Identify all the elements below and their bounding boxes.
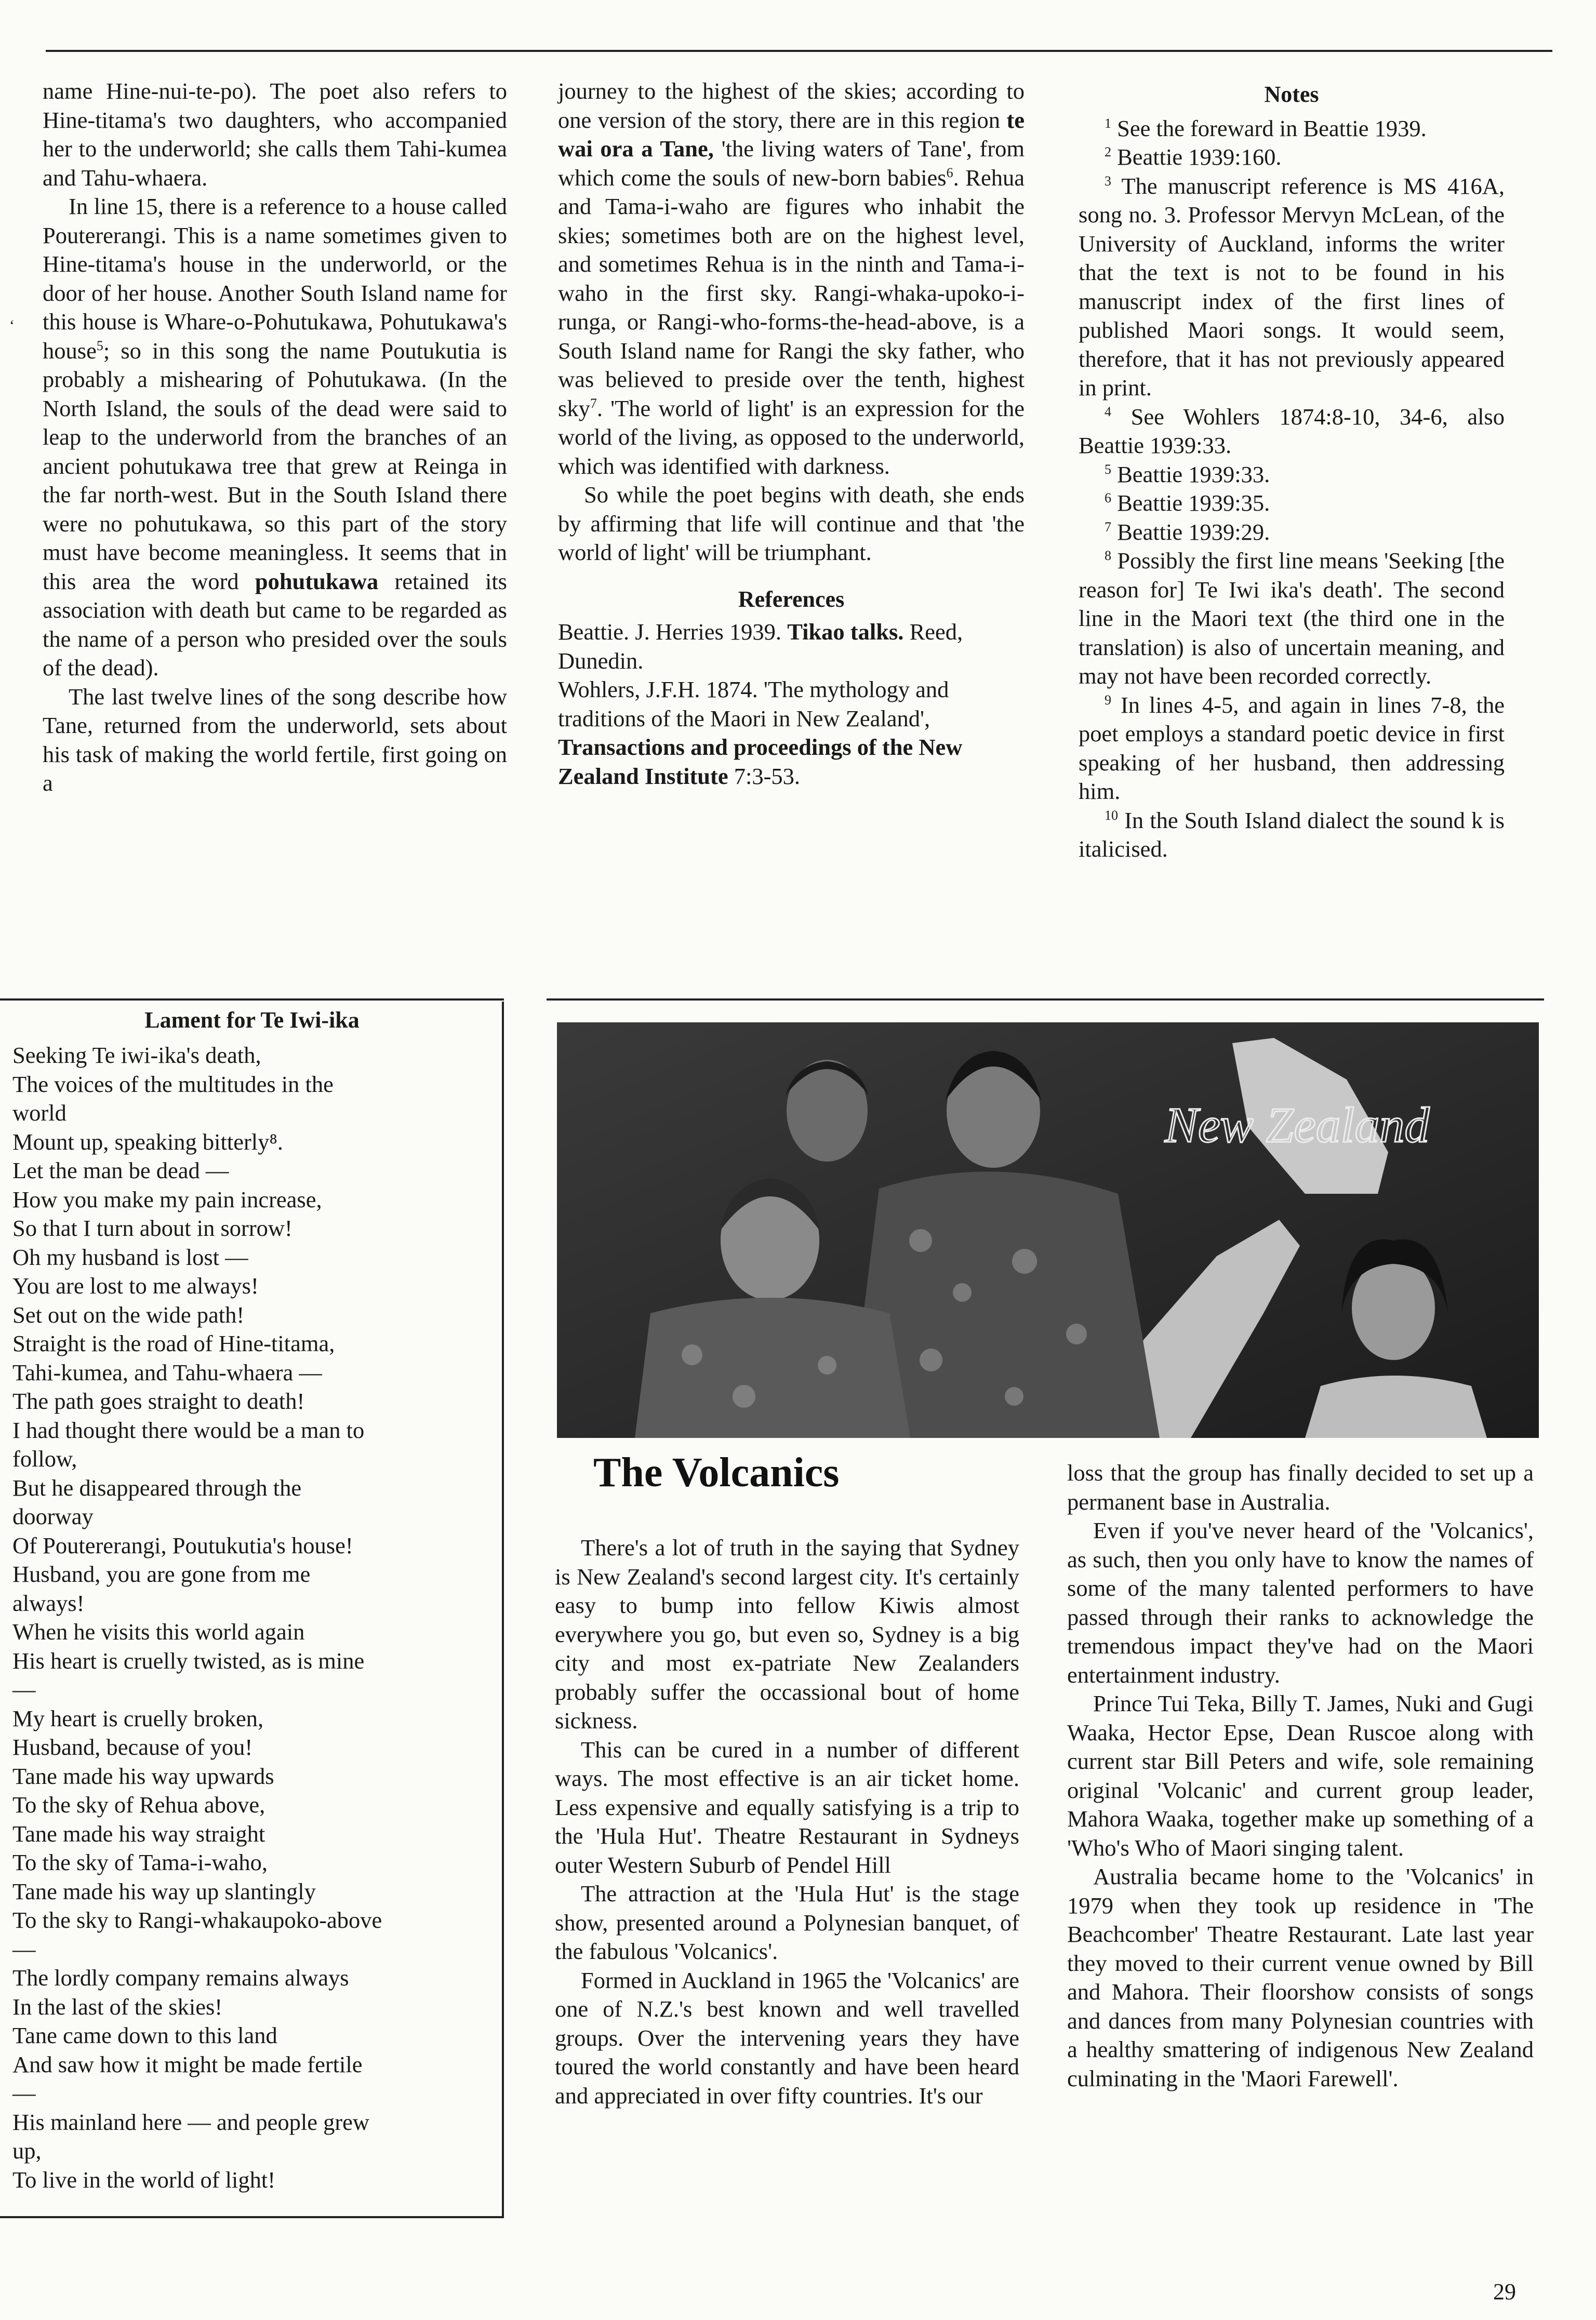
note-number: 1 (1105, 115, 1111, 131)
poem-line: His mainland here — and people grew (12, 2109, 370, 2135)
note-item (1079, 806, 1505, 864)
poem-line: Straight is the road of Hine-titama, (12, 1330, 335, 1356)
note-number: 5 (1105, 461, 1111, 477)
map-label: New Zealand (1165, 1097, 1430, 1153)
notes-list (1079, 114, 1505, 864)
poem-line: Oh my husband is lost — (12, 1244, 248, 1270)
note-item (1079, 518, 1505, 547)
note-number: 3 (1105, 173, 1111, 189)
poem-line: always! (12, 1590, 85, 1616)
article-paragraph: Even if you've never heard of the 'Volcanics', as such, then you only have to know the names of some of the many talented performers to have passed through their ranks to acknowledge the tremendous impact they've had on the Maori entertainment industry. (1067, 1517, 1534, 1688)
note-number: 6 (1105, 490, 1111, 506)
col2-paragraph-2: So while the poet begins with death, she ends by affirming that life will continue and that 'the world of light' will be triumphant. (558, 482, 1025, 565)
note-text: Beattie 1939:29. (1117, 518, 1270, 545)
poem-line: — (12, 1936, 36, 1962)
person-3-shirt (635, 1298, 910, 1438)
notes-column (1079, 80, 1505, 864)
poem-line: Set out on the wide path! (12, 1301, 245, 1328)
note-number: 2 (1105, 144, 1111, 160)
article-column-2 (1067, 1459, 1534, 2093)
poem-line: Tane made his way straight (12, 1820, 265, 1847)
note-number: 4 (1105, 404, 1111, 419)
note-text: See the foreward in Beattie 1939. (1117, 115, 1427, 141)
poem-line: The path goes straight to death! (12, 1388, 305, 1414)
col1-paragraph-2: In line 15, there is a reference to a house called Poutererangi. This is a name sometimes given to Hine-titama's house in the underworld, or the door of her house. Another South Island name for this house is Whare-o-Pohutukawa, Pohutukawa's house$^5$; so in this song the name Poutukutia is probably a mishearing of Pohutukawa. (In the North Island, the souls of the dead were said to leap to the underworld from the branches of an ancient pohutukawa tree that grew at Reinga in the far north-west. But in the South Island there were no pohutukawa, so this part of the story must have become meaningless. It seems that in this area the word pohutukawa retained its association with death but came to be regarded as the name of a person who presided over the souls of the dead). (43, 193, 507, 681)
poem-line: world (12, 1100, 66, 1126)
poem-line: But he disappeared through the (12, 1474, 302, 1501)
col1-paragraph-1: name Hine-nui-te-po). The poet also refers to Hine-titama's two daughters, who accompanied her to the underworld; she calls them Tahi-kumea and Tahu-whaera. (43, 78, 507, 191)
poem-line: To the sky of Tama-i-waho, (12, 1849, 268, 1875)
poem-lines (12, 1041, 490, 2194)
poem-line: up, (12, 2138, 42, 2164)
poem-line: So that I turn about in sorrow! (12, 1215, 292, 1241)
column-2 (558, 77, 1025, 791)
poem-line: — (12, 2080, 36, 2106)
poem-line: — (12, 1676, 36, 1702)
person-4-lei (1305, 1376, 1487, 1438)
poem-line: In the last of the skies! (12, 1993, 223, 2020)
article-paragraph: Prince Tui Teka, Billy T. James, Nuki and Gugi Waaka, Hector Epse, Dean Ruscoe along with current star Bill Peters and wife, sole remaining original 'Volcanic' and current group leader, Mahora Waaka, together make up something of a 'Who's Who of Maori singing talent. (1067, 1690, 1534, 1861)
poem-line: Of Poutererangi, Poutukutia's house! (12, 1532, 353, 1558)
poem-line: You are lost to me always! (12, 1273, 259, 1299)
note-item (1079, 172, 1505, 403)
band-photo-illustration (557, 1022, 1539, 1438)
col1-paragraph-3: The last twelve lines of the song describe how Tane, returned from the underworld, sets about his task of making the world fertile, first going on a (43, 683, 507, 796)
article-paragraph: Australia became home to the 'Volcanics' in 1979 when they took up residence in 'The Beachcomber' Theatre Restaurant. Late last year they moved to their current venue owned by Bill and Mahora. Their floorshow consists of songs and dances from many Polynesian countries with a healthy smattering of indigenous New Zealand culminating in the 'Maori Farewell'. (1067, 1863, 1534, 2091)
column-1 (43, 77, 507, 798)
poem-line: And saw how it might be made fertile (12, 2051, 363, 2077)
poem-line: The voices of the multitudes in the (12, 1071, 334, 1097)
note-item (1079, 460, 1505, 489)
note-item (1079, 546, 1505, 691)
reference-beattie: Beattie. J. Herries 1939. Tikao talks. Reed, Dunedin. (558, 619, 963, 674)
poem-line: Husband, you are gone from me (12, 1561, 311, 1587)
note-text: In the South Island dialect the sound k is italicised. (1079, 807, 1505, 862)
poem-line: Tane made his way up slantingly (12, 1878, 316, 1904)
poem-line: doorway (12, 1503, 94, 1529)
article-paragraph: This can be cured in a number of different ways. The most effective is an air ticket home. Less expensive and equally satisfying is a trip to the 'Hula Hut'. Theatre Restaurant in Sydneys outer Western Suburb of Pendel Hill (555, 1736, 1019, 1878)
poem-line: Tane made his way upwards (12, 1763, 274, 1789)
reference-wohlers: Wohlers, J.F.H. 1874. 'The mythology and traditions of the Maori in New Zealand', Transactions and proceedings of the New Zealand Institute 7:3-53. (558, 676, 963, 789)
poem-line: Seeking Te iwi-ika's death, (12, 1042, 261, 1068)
band-photo (557, 1022, 1539, 1438)
note-number: 9 (1105, 692, 1111, 708)
col2-paragraph-1: journey to the highest of the skies; according to one version of the story, there are in this region te wai ora a Tane, 'the living waters of Tane', from which come the souls of new-born babies$^6$. Rehua and Tama-i-waho are figures who inhabit the skies; sometimes both are on the highest level, and sometimes Rehua is in the ninth and Tama-i-waho in the first sky. Rangi-whaka-upoko-i-runga, or Rangi-who-forms-the-head-above, is a South Island name for Rangi the sky father, who was believed to preside over the tenth, highest sky$^7$. 'The world of light' is an expression for the world of the living, as opposed to the underworld, which was identified with darkness. (558, 78, 1025, 479)
poem-line: To the sky to Rangi-whakaupoko-above (12, 1907, 382, 1933)
references-heading: References (738, 586, 845, 612)
poem-title: Lament for Te Iwi-ika (144, 1007, 360, 1033)
margin-mark: ‘ (9, 317, 15, 334)
article-paragraph: Formed in Auckland in 1965 the 'Volcanics' are one of N.Z.'s best known and well travelled groups. Over the intervening years they have toured the world constantly and have been heard and appreciated in over fifty countries. It's our (555, 1967, 1019, 2109)
poem-line: Let the man be dead — (12, 1157, 229, 1183)
middle-rule-right (547, 998, 1544, 1001)
note-text: See Wohlers 1874:8-10, 34-6, also Beattie 1939:33. (1079, 403, 1505, 458)
article-column-1 (555, 1534, 1019, 2110)
note-number: 10 (1105, 807, 1118, 823)
poem-line: When he visits this world again (12, 1619, 305, 1645)
note-text: The manuscript reference is MS 416A, song no. 3. Professor Mervyn McLean, of the University of Auckland, informs the writer that the text is not to be found in his manuscript index of the first lines of published Maori songs. It would seem, therefore, that it has not previously appeared in print. (1079, 172, 1505, 401)
poem-line: To the sky of Rehua above, (12, 1792, 265, 1818)
middle-rule-left (0, 998, 504, 1001)
poem-line: Mount up, speaking bitterly⁸. (12, 1128, 284, 1155)
article-headline: The Volcanics (593, 1450, 840, 1496)
note-text: In lines 4-5, and again in lines 7-8, the poet employs a standard poetic device in first speaking of her husband, then addressing him. (1079, 691, 1505, 804)
poem-line: The lordly company remains always (12, 1965, 349, 1991)
poem-line: I had thought there would be a man to (12, 1417, 365, 1443)
note-item (1079, 691, 1505, 806)
poem-line: How you make my pain increase, (12, 1186, 322, 1212)
note-item (1079, 143, 1505, 172)
note-number: 7 (1105, 519, 1111, 535)
top-rule (46, 50, 1552, 52)
note-text: Beattie 1939:33. (1117, 461, 1270, 487)
poem-line: Husband, because of you! (12, 1734, 253, 1760)
note-item (1079, 114, 1505, 143)
article-paragraph: The attraction at the 'Hula Hut' is the stage show, presented around a Polynesian banquet, of the fabulous 'Volcanics'. (555, 1881, 1019, 1964)
note-item (1079, 489, 1505, 518)
page-number: 29 (1493, 2279, 1516, 2304)
poem-line: Tahi-kumea, and Tahu-whaera — (12, 1359, 322, 1385)
article-paragraph: loss that the group has finally decided to set up a permanent base in Australia. (1067, 1460, 1534, 1515)
note-item (1079, 403, 1505, 460)
poem-line: Tane came down to this land (12, 2022, 277, 2048)
poem-line: follow, (12, 1446, 77, 1472)
note-number: 8 (1105, 548, 1111, 564)
poem-line: My heart is cruelly broken, (12, 1705, 264, 1731)
note-text: Beattie 1939:160. (1117, 144, 1282, 170)
poem-line: To live in the world of light! (12, 2166, 276, 2193)
note-text: Possibly the first line means 'Seeking [the reason for] Te Iwi ika's death'. The second line in the Maori text (the third one in the translation) is also of uncertain meaning, and may not have been recorded correctly. (1079, 548, 1505, 689)
notes-heading: Notes (1264, 82, 1319, 107)
article-paragraph: There's a lot of truth in the saying that Sydney is New Zealand's second largest city. It's certainly easy to bump into fellow Kiwis almost everywhere you go, but even so, Sydney is a big city and most ex-patriate New Zealanders probably suffer the occassional bout of home sickness. (555, 1535, 1019, 1734)
note-text: Beattie 1939:35. (1117, 490, 1270, 516)
poem-line: His heart is cruelly twisted, as is mine (12, 1647, 365, 1674)
